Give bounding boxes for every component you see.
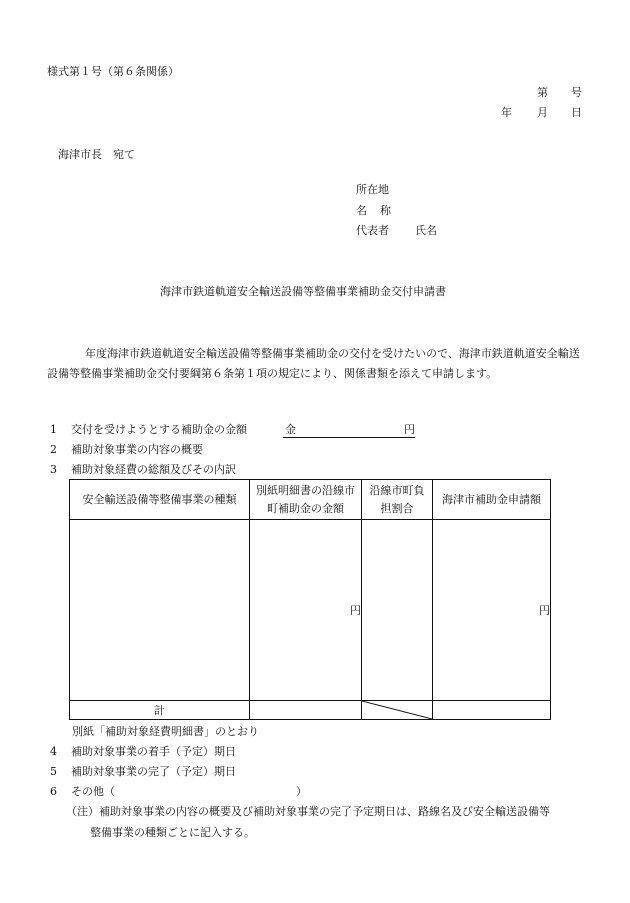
header-project-type: 安全輸送設備等整備事業の種類: [70, 480, 250, 520]
representative-name-label: 氏名: [415, 224, 437, 237]
item-text: 補助対象事業の着手（予定）期日: [71, 745, 236, 758]
item-text: 補助対象事業の内容の概要: [71, 443, 203, 456]
table-row: [70, 520, 551, 701]
expense-breakdown-table: [69, 479, 551, 720]
footnote-line-2: 整備事業の種類ごとに記入する。: [90, 826, 255, 839]
item-6: [50, 786, 115, 797]
item-number: 5: [50, 765, 57, 778]
amount-unit: 円: [404, 423, 415, 436]
item-text: 補助対象事業の完了（予定）期日: [71, 765, 236, 778]
total-label: 計: [70, 701, 250, 720]
date-month: 月: [537, 106, 548, 119]
table-total-row: [70, 701, 551, 720]
cell-burden-ratio: [362, 520, 433, 701]
item-3: [50, 464, 236, 475]
company-name-label: [356, 205, 391, 216]
addressee: 海津市長 宛て: [58, 148, 135, 161]
item-text: その他（: [71, 785, 115, 798]
item-number: 3: [50, 463, 57, 476]
header-burden-ratio: 沿線市町負担割合: [362, 480, 433, 520]
cell-application-amount: 円: [433, 520, 551, 701]
date-day: 日: [571, 106, 582, 119]
document-title: 海津市鉄道軌道安全輸送設備等整備事業補助金交付申請書: [160, 285, 446, 298]
doc-number-label: 第: [537, 86, 548, 99]
item-4: [50, 746, 236, 757]
address-label: 所在地: [356, 183, 389, 196]
item-number: 6: [50, 785, 57, 798]
table-header-row: [70, 480, 551, 520]
header-application-amount: 海津市補助金申請額: [433, 480, 551, 520]
total-ratio-struck: [362, 701, 433, 720]
header-municipal-subsidy: 別紙明細書の沿線市町補助金の金額: [250, 480, 362, 520]
form-number: 様式第１号（第６条関係）: [47, 65, 179, 78]
cell-municipal-subsidy: 円: [250, 520, 362, 701]
below-table-note: 別紙「補助対象経費明細書」のとおり: [72, 725, 259, 738]
amount-prefix: 金: [285, 423, 296, 436]
item-2: [50, 444, 203, 455]
item-5: [50, 766, 236, 777]
application-body: 年度海津市鉄道軌道安全輸送設備等整備事業補助金の交付を受けたいので、海津市鉄道軌道安全輸送設備等整備事業補助金交付要綱第６条第１項の規定により、関係書類を添えて申請します。: [47, 347, 580, 380]
diagonal-strike: [362, 701, 432, 719]
item-number: 4: [50, 745, 57, 758]
total-municipal-subsidy: [250, 701, 362, 720]
date-year: 年: [501, 106, 512, 119]
item-text: 交付を受けようとする補助金の金額: [71, 423, 247, 436]
total-application-amount: [433, 701, 551, 720]
footnote-line-1: （注）補助対象事業の内容の概要及び補助対象事業の完了予定期日は、路線名及び安全輸送設備等: [66, 805, 550, 818]
item-number: 1: [50, 423, 57, 436]
item-text: 補助対象経費の総額及びその内訳: [71, 463, 236, 476]
doc-number-suffix: 号: [571, 86, 582, 99]
item-number: 2: [50, 443, 57, 456]
name-label-char-2: 称: [380, 204, 391, 217]
name-label-char-1: 名: [356, 204, 367, 217]
cell-project-type: [70, 520, 250, 701]
representative-label: 代表者: [356, 224, 389, 237]
item-1: [50, 424, 247, 435]
other-close-paren: ）: [296, 785, 307, 798]
amount-underline: [283, 437, 415, 438]
